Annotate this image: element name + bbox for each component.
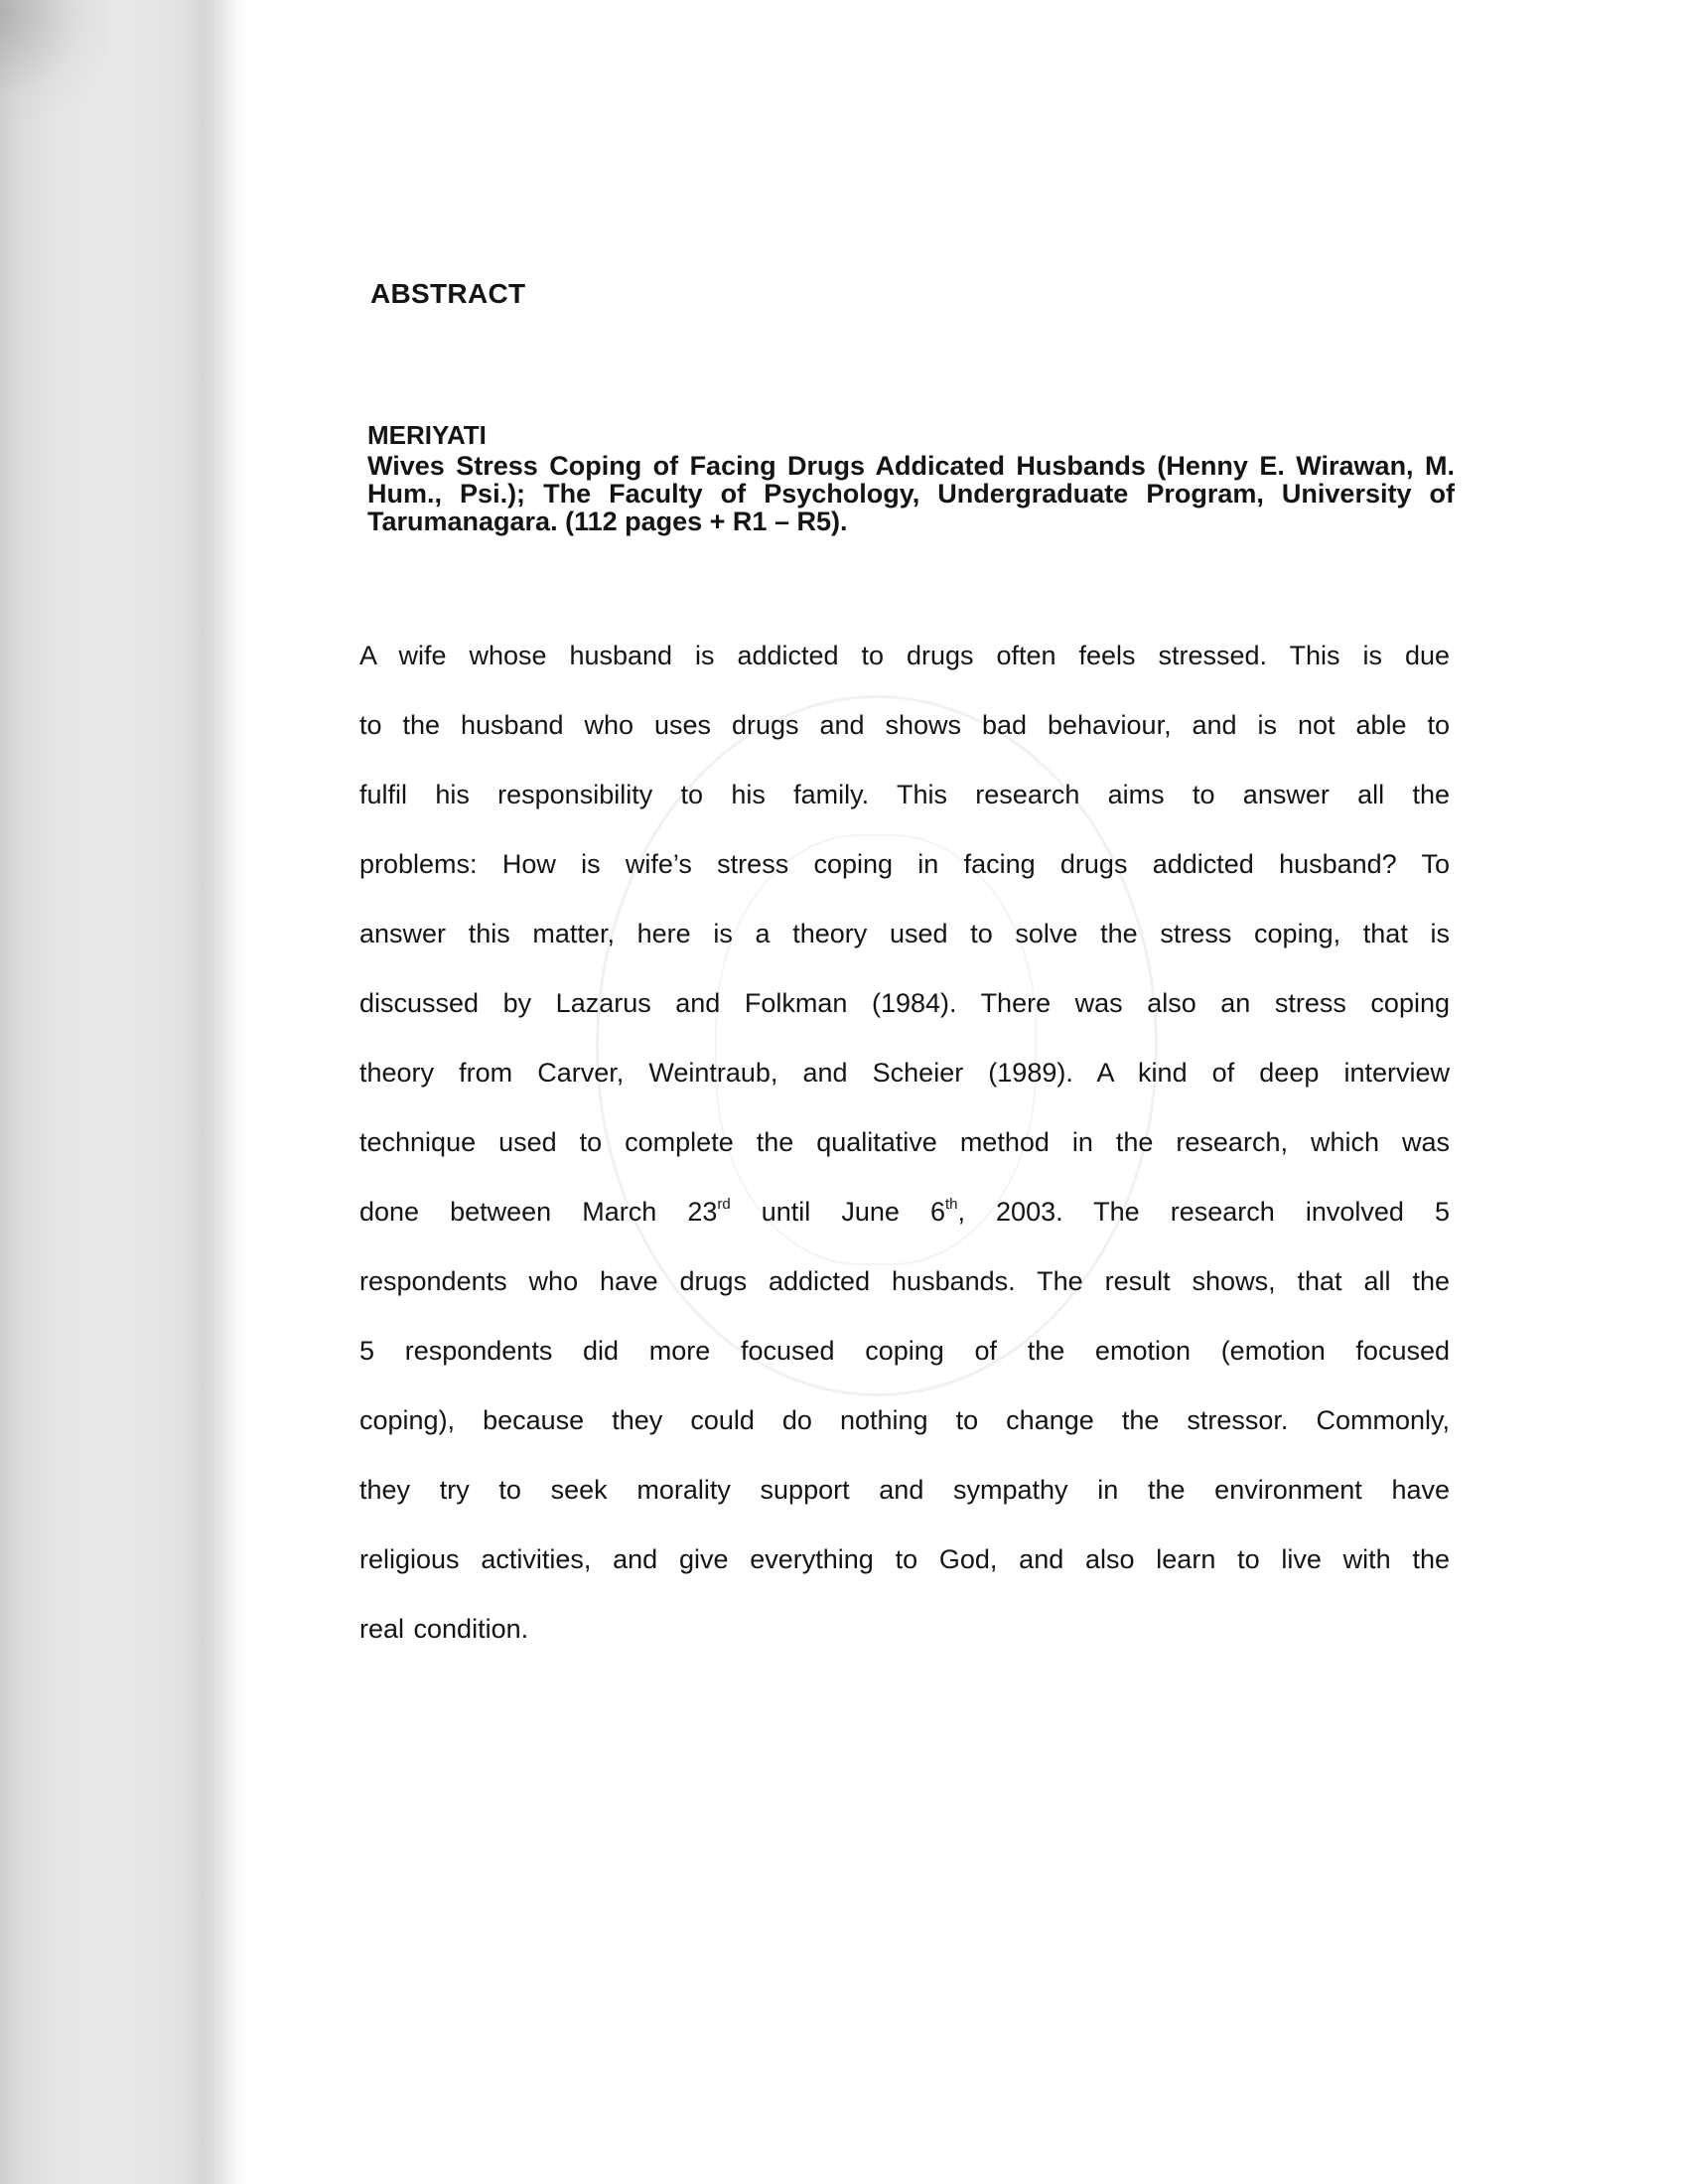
thesis-citation: Wives Stress Coping of Facing Drugs Addicated Husbands (Henny E. Wirawan, M. Hum., Psi.); The Faculty of Psychology, Undergraduate Program, University of Tarumanagara. (112 pages + R1 – R5).: [367, 451, 1455, 536]
abstract-line-dates: [359, 1177, 1450, 1246]
date-text-pre: done between March 23: [359, 1197, 718, 1227]
abstract-heading: ABSTRACT: [370, 278, 526, 309]
ordinal-suffix: rd: [717, 1196, 731, 1213]
abstract-line: answer this matter, here is a theory used to solve the stress coping, that is: [359, 919, 1450, 948]
abstract-line: technique used to complete the qualitative method in the research, which was: [359, 1127, 1450, 1157]
abstract-line: theory from Carver, Weintraub, and Scheier (1989). A kind of deep interview: [359, 1058, 1450, 1088]
abstract-line: coping), because they could do nothing to change the stressor. Commonly,: [359, 1405, 1450, 1435]
date-text-post: , 2003. The research involved 5: [957, 1197, 1450, 1227]
abstract-line: religious activities, and give everything to God, and also learn to live with the: [359, 1544, 1450, 1574]
abstract-line: discussed by Lazarus and Folkman (1984). There was also an stress coping: [359, 988, 1450, 1018]
abstract-body: [359, 621, 1450, 1664]
ordinal-suffix: th: [944, 1196, 958, 1213]
abstract-line: real condition.: [359, 1614, 529, 1644]
abstract-line: A wife whose husband is addicted to drugs often feels stressed. This is due: [359, 641, 1450, 670]
abstract-line: they try to seek morality support and sympathy in the environment have: [359, 1475, 1450, 1505]
abstract-line: to the husband who uses drugs and shows bad behaviour, and is not able to: [359, 710, 1450, 740]
abstract-line: problems: How is wife’s stress coping in facing drugs addicted husband? To: [359, 849, 1450, 879]
abstract-line: fulfil his responsibility to his family. This research aims to answer all the: [359, 780, 1450, 809]
abstract-line: respondents who have drugs addicted husbands. The result shows, that all the: [359, 1266, 1450, 1296]
scan-binding-shadow: [0, 0, 248, 2184]
abstract-line: 5 respondents did more focused coping of the emotion (emotion focused: [359, 1336, 1450, 1366]
date-text-mid: until June 6: [730, 1197, 945, 1227]
author-name: MERIYATI: [367, 420, 487, 450]
scan-corner-shadow: [0, 0, 109, 119]
